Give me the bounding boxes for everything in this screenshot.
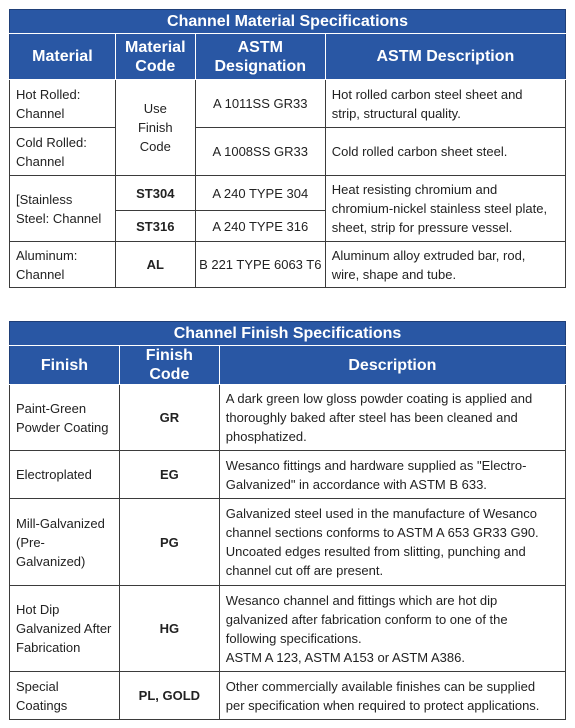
finish-description-cell	[219, 451, 565, 499]
description-line: galvanized after fabrication conform to one of the	[225, 611, 508, 627]
table-row	[10, 176, 566, 211]
description-line: Other commercially available finishes can be supplied	[225, 678, 536, 694]
finish-code-cell: GR	[119, 385, 219, 451]
material-code-cell: ST316	[115, 211, 195, 242]
description-line: strip, structural quality.	[331, 105, 461, 121]
header-code-line2: Code	[135, 57, 176, 75]
table-row	[10, 242, 566, 288]
description-line: following specifications.	[225, 630, 362, 646]
table-row	[10, 499, 566, 586]
description-line: ASTM A 123, ASTM A153 or ASTM A386.	[225, 649, 465, 665]
material-cell	[10, 128, 116, 176]
material-name-line2: Steel: Channel	[16, 210, 102, 226]
finish-name-line: Paint-Green	[16, 400, 87, 416]
table-row	[10, 451, 566, 499]
finish-name-line: Coatings	[16, 697, 68, 713]
header-material	[10, 34, 116, 80]
description-line: channel cut off are present.	[225, 563, 384, 578]
description-cell	[325, 242, 565, 288]
finish-name-line: Special	[16, 678, 59, 694]
finish-name-line: Hot Dip	[16, 602, 60, 617]
material-table-title-row	[10, 10, 566, 34]
finish-cell	[10, 672, 120, 720]
finish-code-cell: HG	[119, 586, 219, 672]
material-table-header-row	[10, 34, 566, 80]
finish-table-title: Channel Finish Specifications	[10, 322, 566, 346]
finish-cell	[10, 499, 120, 586]
shared-code-line2: Finish	[137, 120, 173, 135]
description-cell	[325, 80, 565, 128]
finish-description-cell	[219, 499, 565, 586]
finish-name-line: Powder Coating	[16, 419, 109, 435]
material-code-cell: AL	[115, 242, 195, 288]
finish-spec-table	[9, 321, 566, 720]
description-cell	[325, 176, 565, 242]
header-material-code	[115, 34, 195, 80]
finish-cell	[10, 586, 120, 672]
finish-table-header-row	[10, 346, 566, 385]
material-cell	[10, 80, 116, 128]
material-name-line2: Channel	[16, 153, 65, 169]
finish-name-line: Galvanized After	[16, 621, 112, 636]
description-line: Uncoated edges resulted from slitting, punching and	[225, 544, 526, 559]
designation-cell: A 1008SS GR33	[195, 128, 325, 176]
finish-description-cell	[219, 586, 565, 672]
header-astm-line1: ASTM	[237, 38, 283, 56]
table-row	[10, 128, 566, 176]
header-astm-line2: Designation	[214, 57, 307, 75]
designation-cell: A 1011SS GR33	[195, 80, 325, 128]
designation-cell: A 240 TYPE 304	[195, 176, 325, 211]
description-line: Wesanco fittings and hardware supplied as "Electro-	[225, 457, 527, 473]
finish-description-cell	[219, 385, 565, 451]
table-row	[10, 385, 566, 451]
finish-name-line: Mill-Galvanized	[16, 515, 105, 531]
description-line: phosphatized.	[225, 429, 307, 444]
material-table-title: Channel Material Specifications	[10, 10, 566, 34]
table-row	[10, 80, 566, 128]
description-line: chromium-nickel stainless steel plate,	[331, 201, 548, 216]
shared-code-cell	[115, 80, 195, 176]
description-line: Wesanco channel and fittings which are hot dip	[225, 592, 498, 608]
designation-cell: B 221 TYPE 6063 T6	[195, 242, 325, 288]
description-line: Hot rolled carbon steel sheet and	[331, 86, 523, 102]
header-finish-code: Finish Code	[119, 346, 219, 385]
description-line: Heat resisting chromium and	[331, 182, 498, 197]
finish-code-cell: EG	[119, 451, 219, 499]
header-astm-description	[325, 34, 565, 80]
header-astm-designation	[195, 34, 325, 80]
finish-code-cell: PG	[119, 499, 219, 586]
header-code-line1: Material	[125, 38, 186, 56]
material-name-line2: Channel	[16, 266, 65, 282]
description-line: A dark green low gloss powder coating is applied and	[225, 391, 533, 406]
header-description-label: ASTM Description	[376, 48, 515, 65]
material-name-line1: [Stainless	[16, 191, 73, 207]
finish-cell	[10, 385, 120, 451]
description-cell: Cold rolled carbon sheet steel.	[325, 128, 565, 176]
table-row	[10, 586, 566, 672]
table-row	[10, 672, 566, 720]
material-cell	[10, 176, 116, 242]
description-line: per specification when required to protect applications.	[225, 697, 540, 713]
finish-name-line: Fabrication	[16, 640, 81, 655]
material-name-line1: Cold Rolled:	[16, 134, 87, 150]
shared-code-line1: Use	[143, 101, 167, 116]
material-name-line1: Hot Rolled:	[16, 86, 81, 102]
description-line: wire, shape and tube.	[331, 266, 457, 282]
description-line: Galvanized steel used in the manufacture of Wesanco	[225, 506, 538, 521]
material-cell	[10, 242, 116, 288]
finish-cell: Electroplated	[10, 451, 120, 499]
finish-name-line: (Pre-Galvanized)	[16, 534, 86, 569]
description-line: thoroughly baked after steel has been cleaned and	[225, 410, 518, 425]
description-line: sheet, strip for pressure vessel.	[331, 220, 513, 235]
material-name-line2: Channel	[16, 105, 65, 121]
header-material-label: Material	[32, 48, 93, 65]
material-code-cell: ST304	[115, 176, 195, 211]
description-line: channel sections conforms to ASTM A 653 GR33 G90.	[225, 525, 539, 540]
description-line: Aluminum alloy extruded bar, rod,	[331, 247, 526, 263]
material-name-line1: Aluminum:	[16, 247, 78, 263]
shared-code-line3: Code	[139, 139, 171, 154]
header-description: Description	[219, 346, 565, 385]
finish-description-cell	[219, 672, 565, 720]
description-line: Galvanized" in accordance with ASTM B 633.	[225, 476, 487, 492]
header-finish: Finish	[10, 346, 120, 385]
material-spec-table	[9, 9, 566, 288]
designation-cell: A 240 TYPE 316	[195, 211, 325, 242]
finish-code-cell: PL, GOLD	[119, 672, 219, 720]
finish-table-title-row	[10, 322, 566, 346]
